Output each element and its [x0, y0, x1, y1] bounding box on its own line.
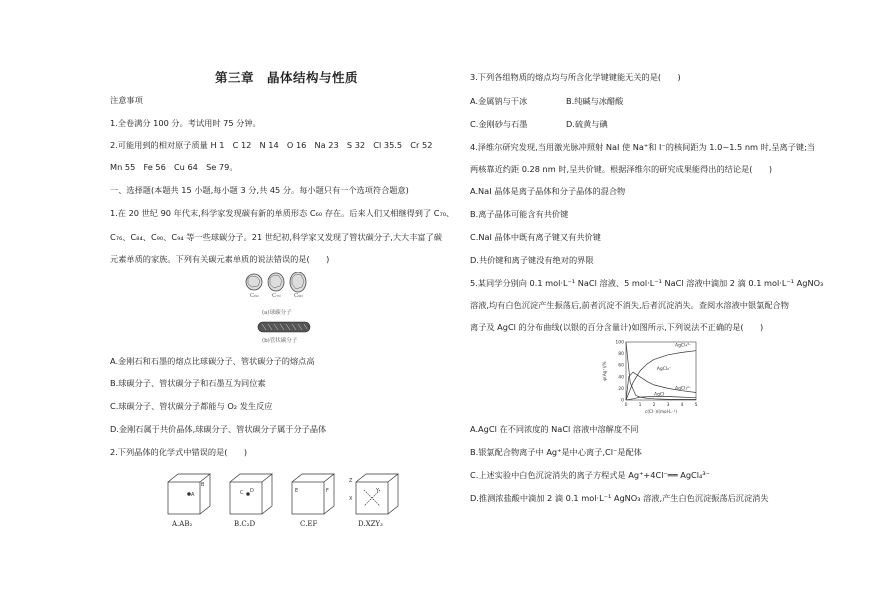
silver-distribution-chart [600, 338, 700, 416]
svg-text:Z: Z [349, 478, 353, 484]
q2-stem: 2.下列晶体的化学式中错误的是( ) [110, 447, 248, 457]
x-tick-label: 4 [680, 403, 684, 408]
x-axis-label: c(Cl⁻)/(mol·L⁻¹) [645, 409, 677, 414]
q1-option-c: C.球碳分子、管状碳分子都能与 O₂ 发生反应 [110, 401, 273, 411]
fig-label-c90: C₉₀ [294, 293, 303, 299]
c70-ball-icon [268, 273, 284, 291]
nanotube-icon [258, 322, 310, 332]
y-axis-label: φ(Ag⁺)/% [602, 361, 607, 381]
q1-option-a: A.金刚石和石墨的熔点比球碳分子、管状碳分子的熔点高 [110, 356, 315, 366]
crystal-cells-figure [160, 470, 400, 520]
chart-axes [602, 340, 698, 415]
q5-option-b: B.银氯配合物离子中 Ag⁺是中心离子,Cl⁻是配体 [470, 447, 642, 457]
q1-option-d: D.金刚石属于共价晶体,球碳分子、管状碳分子属于分子晶体 [110, 424, 327, 434]
q5-line-3: 离子及 AgCl 的分布曲线(以银的百分含量计)如图所示,下列说法不正确的是( ) [470, 322, 764, 332]
cube-d-icon [349, 474, 398, 514]
carbon-molecules-figure [240, 272, 320, 342]
q5-option-d: D.推测浓盐酸中滴加 2 滴 0.1 mol·L⁻¹ AgNO₃ 溶液,产生白色沉淀振荡后沉淀消失 [470, 493, 769, 503]
q5-line-1: 5.某同学分别向 0.1 mol·L⁻¹ NaCl 溶液、5 mol·L⁻¹ NaCl 溶液中滴加 2 滴 0.1 mol·L⁻¹ AgNO₃ [470, 278, 824, 288]
q3-option-a: A.金属钠与干冰 [470, 96, 528, 106]
svg-text:D: D [250, 488, 254, 494]
q3-option-c: C.金刚砂与石墨 [470, 119, 528, 129]
y-tick-label: 20 [618, 386, 624, 392]
note-1: 1.全卷满分 100 分。考试用时 75 分钟。 [110, 118, 261, 128]
q4-option-a: A.NaI 晶体是离子晶体和分子晶体的混合物 [470, 186, 626, 196]
section-heading: 一、选择题(本题共 15 小题,每小题 3 分,共 45 分。每小题只有一个选项符合题意) [110, 185, 409, 195]
q3-option-b: B.纯碱与冰醋酸 [566, 96, 624, 106]
x-tick-label: 1 [638, 403, 642, 408]
chapter-title: 第三章 晶体结构与性质 [215, 70, 359, 85]
series-label-1: AgCl₂⁻ [656, 366, 672, 372]
x-tick-label: 3 [666, 403, 670, 408]
c60-ball-icon [246, 274, 262, 290]
note-2-continued: Mn 55 Fe 56 Cu 64 Se 79。 [110, 162, 238, 172]
y-tick-label: 80 [618, 352, 624, 358]
q1-line-1: 1.在 20 世纪 90 年代末,科学家发现碳有新的单质形态 C₆₀ 存在。后来人们又相继得到了 C₇₀、 [110, 208, 455, 218]
q4-option-b: B.离子晶体可能含有共价键 [470, 209, 569, 219]
svg-text:X: X [349, 496, 353, 502]
cube-a-icon [168, 474, 210, 514]
fig-label-c70: C₇₀ [272, 293, 281, 299]
cube-c-label: C.EF [300, 520, 318, 528]
y-tick-label: 100 [615, 340, 624, 346]
series-label-2: AgCl [654, 392, 665, 398]
y-tick-label: 60 [618, 363, 624, 369]
notes-heading: 注意事项 [110, 95, 143, 105]
q4-line-2: 两核靠近约距 0.28 nm 时,呈共价键。根据泽维尔的研究成果能得出的结论是( ) [470, 164, 773, 174]
q5-option-c: C.上述实验中白色沉淀消失的离子方程式是 Ag⁺+4Cl⁻══ AgCl₄³⁻ [470, 470, 710, 480]
series-label-0: AgCl₄³⁻ [675, 343, 692, 349]
cube-a-label: A.AB₂ [172, 520, 193, 528]
svg-text:C: C [240, 490, 244, 496]
x-tick-label: 2 [652, 403, 656, 408]
svg-text:E: E [295, 488, 299, 494]
x-tick-label: 5 [694, 403, 698, 408]
note-2: 2.可能用到的相对原子质量 H 1 C 12 N 14 O 16 Na 23 S 32 Cl 35.5 Cr 52 [110, 140, 433, 150]
cube-c-icon [292, 474, 334, 514]
q5-line-2: 溶液,均有白色沉淀产生振荡后,前者沉淀不消失,后者沉淀消失。查阅水溶液中银氯配合物 [470, 300, 789, 310]
q1-line-2: C₇₆、C₈₄、C₉₀、C₉₄ 等一些球碳分子。21 世纪初,科学家又发现了管状碳分子,大大丰富了碳 [110, 232, 442, 242]
fig-caption-a: (a)球碳分子 [262, 310, 292, 316]
q3-stem: 3.下列各组物质的熔点均与所含化学键键能无关的是( ) [470, 72, 681, 82]
q4-line-1: 4.泽维尔研究发现,当用激光脉冲照射 NaI 使 Na⁺和 I⁻的核间距为 1.0~1.5 nm 时,呈离子键;当 [470, 142, 816, 152]
svg-text:A: A [191, 492, 195, 498]
series-label-3: AgCl₃²⁻ [675, 386, 692, 392]
q4-option-d: D.共价键和离子键没有绝对的界限 [470, 255, 594, 265]
q4-option-c: C.NaI 晶体中既有离子键又有共价键 [470, 232, 601, 242]
y-tick-label: 40 [618, 375, 624, 381]
q5-option-a: A.AgCl 在不同浓度的 NaCl 溶液中溶解度不同 [470, 424, 639, 434]
q1-option-b: B.球碳分子、管状碳分子和石墨互为同位素 [110, 378, 266, 388]
svg-text:Y: Y [376, 488, 380, 494]
fig-label-c60: C₆₀ [250, 293, 259, 299]
svg-text:F: F [326, 488, 329, 494]
fig-caption-b: (b)管状碳分子 [262, 338, 298, 344]
y-tick-label: 0 [621, 398, 624, 404]
x-tick-label: 0 [624, 403, 628, 408]
cube-d-label: D.XZY₃ [358, 520, 383, 528]
c90-ball-icon [290, 272, 306, 292]
cube-b-label: B.C₂D [234, 520, 256, 528]
cube-b-icon [230, 474, 272, 514]
q1-line-3: 元素单质的家族。下列有关碳元素单质的说法错误的是( ) [110, 254, 330, 264]
q3-option-d: D.硫黄与碘 [566, 119, 608, 129]
svg-text:B: B [201, 482, 205, 488]
